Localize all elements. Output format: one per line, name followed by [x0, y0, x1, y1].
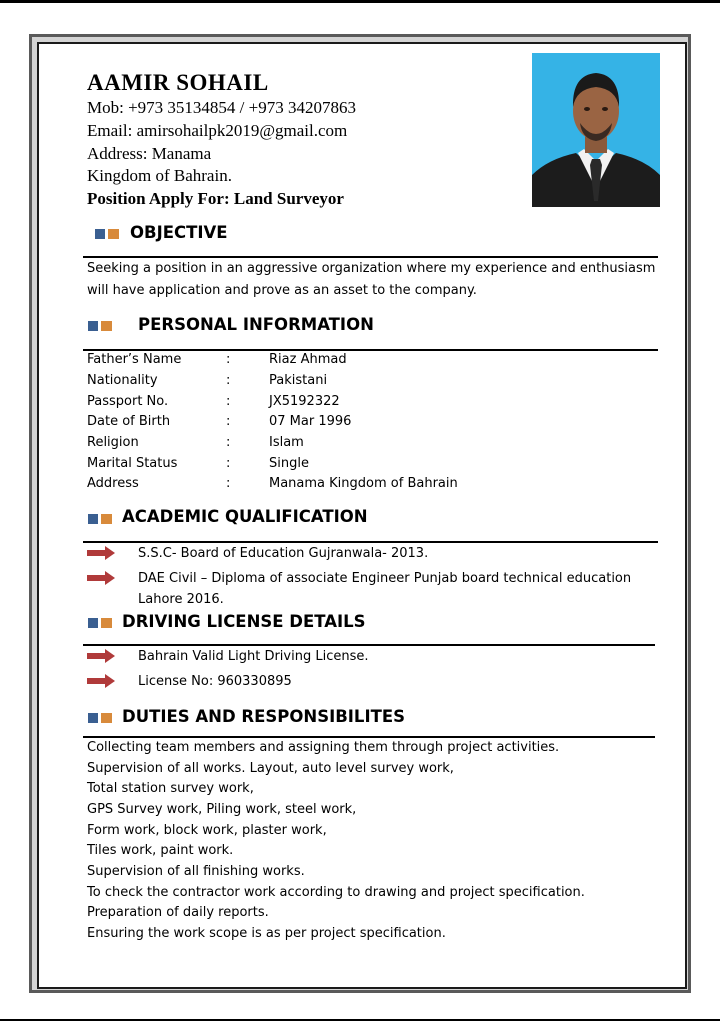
duty-item: Supervision of all finishing works.: [87, 864, 305, 879]
info-value: Single: [269, 456, 309, 471]
license-item-text: License No: 960330895: [138, 674, 292, 689]
position-line: Position Apply For: Land Surveyor: [87, 189, 344, 208]
mobile-line: Mob: +973 35134854 / +973 34207863: [87, 98, 356, 117]
info-label: Address: [87, 476, 139, 491]
info-label: Date of Birth: [87, 414, 171, 429]
info-label: Marital Status: [87, 456, 178, 471]
section-bullet-icon: [95, 229, 121, 239]
personal-info-title: PERSONAL INFORMATION: [138, 315, 374, 334]
duty-item: Supervision of all works. Layout, auto level survey work,: [87, 761, 454, 776]
info-separator: :: [226, 394, 231, 409]
info-label: Passport No.: [87, 394, 169, 409]
right-arrow-icon: [87, 649, 115, 663]
objective-title: OBJECTIVE: [130, 223, 228, 242]
academic-item-text: DAE Civil – Diploma of associate Engineer Punjab board technical education: [138, 571, 632, 586]
duties-title: DUTIES AND RESPONSIBILITES: [122, 707, 405, 726]
info-separator: :: [226, 373, 231, 388]
duty-item: To check the contractor work according to drawing and project specification.: [87, 885, 585, 900]
info-label: Religion: [87, 435, 139, 450]
duty-item: Ensuring the work scope is as per project specification.: [87, 926, 446, 941]
address-line-1: Address: Manama: [87, 144, 212, 163]
info-value: Pakistani: [269, 373, 328, 388]
right-arrow-icon: [87, 674, 115, 688]
info-value: Manama Kingdom of Bahrain: [269, 476, 458, 491]
info-label: Nationality: [87, 373, 158, 388]
section-bullet-icon: [88, 321, 114, 331]
section-bullet-icon: [88, 618, 114, 628]
duty-item: Form work, block work, plaster work,: [87, 823, 327, 838]
license-item-text: Bahrain Valid Light Driving License.: [138, 649, 369, 664]
right-arrow-icon: [87, 546, 115, 560]
objective-line-1: Seeking a position in an aggressive organization where my experience and enthusiasm: [87, 261, 656, 276]
academic-item-text-line2: Lahore 2016.: [138, 592, 224, 607]
info-label: Father’s Name: [87, 352, 182, 367]
info-value: Islam: [269, 435, 304, 450]
candidate-name: AAMIR SOHAIL: [87, 70, 269, 95]
right-arrow-icon: [87, 571, 115, 585]
profile-photo: [532, 53, 660, 207]
info-separator: :: [226, 456, 231, 471]
duty-item: Total station survey work,: [87, 781, 254, 796]
person-portrait-icon: [532, 53, 660, 207]
info-separator: :: [226, 435, 231, 450]
info-separator: :: [226, 352, 231, 367]
section-bullet-icon: [88, 713, 114, 723]
academic-title: ACADEMIC QUALIFICATION: [122, 507, 368, 526]
duty-item: Tiles work, paint work.: [87, 843, 234, 858]
license-title: DRIVING LICENSE DETAILS: [122, 612, 366, 631]
duty-item: Preparation of daily reports.: [87, 905, 269, 920]
info-separator: :: [226, 414, 231, 429]
duties-rule: [83, 736, 655, 738]
duty-item: GPS Survey work, Piling work, steel work,: [87, 802, 357, 817]
bottom-border-line: [0, 1019, 720, 1021]
info-value: Riaz Ahmad: [269, 352, 347, 367]
info-value: JX5192322: [269, 394, 340, 409]
academic-item-text: S.S.C- Board of Education Gujranwala- 2013.: [138, 546, 429, 561]
section-bullet-icon: [88, 514, 114, 524]
objective-line-2: will have application and prove as an asset to the company.: [87, 283, 477, 298]
email-line: Email: amirsohailpk2019@gmail.com: [87, 121, 348, 140]
duty-item: Collecting team members and assigning them through project activities.: [87, 740, 560, 755]
info-value: 07 Mar 1996: [269, 414, 352, 429]
address-line-2: Kingdom of Bahrain.: [87, 166, 232, 185]
personal-info-rule: [83, 349, 658, 351]
info-separator: :: [226, 476, 231, 491]
